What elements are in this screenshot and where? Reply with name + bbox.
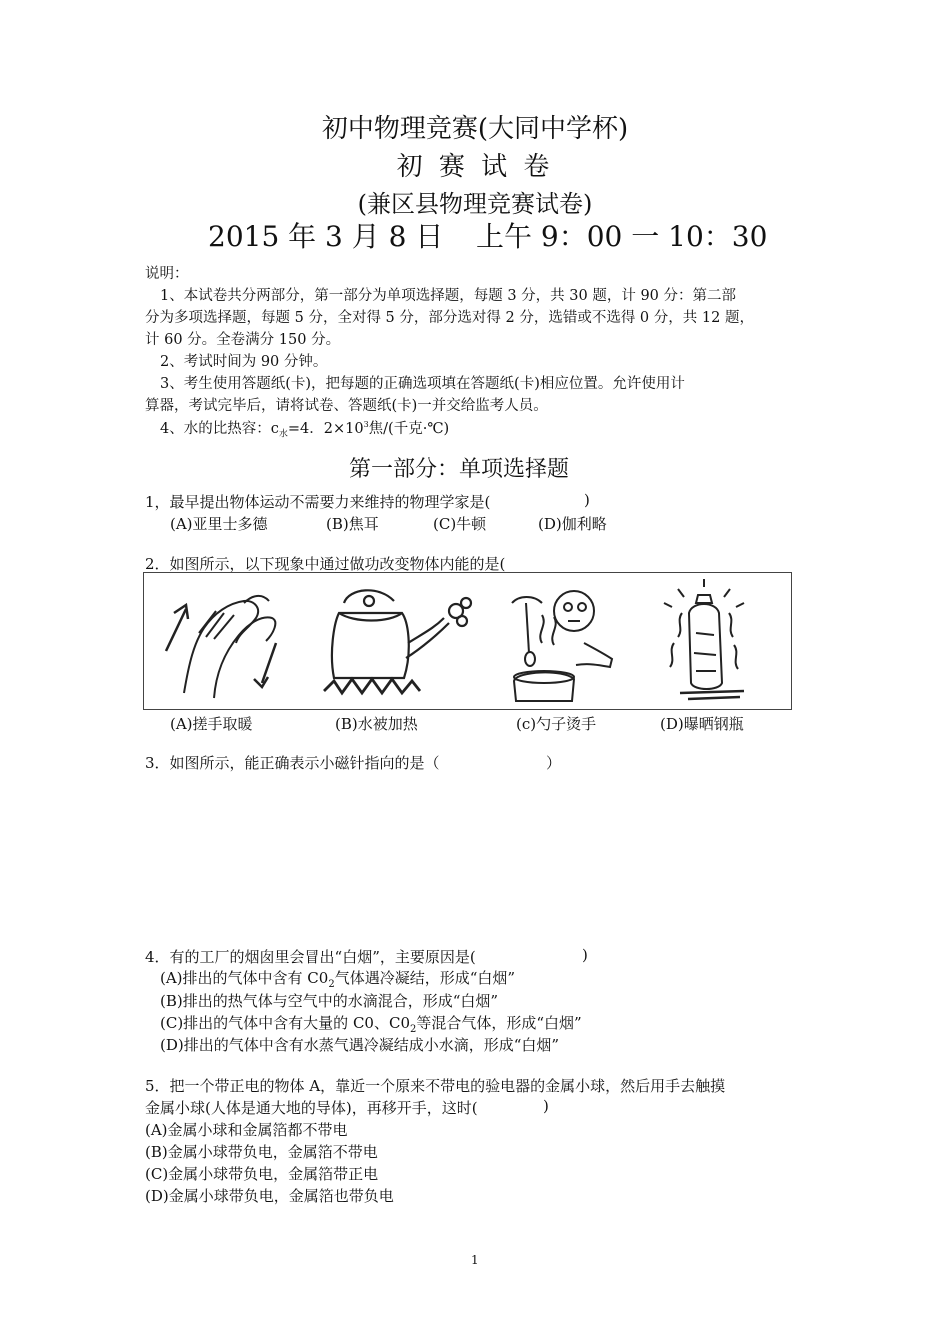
hot-spoon-drawing [512,591,612,701]
q1-close: ) [584,491,590,509]
exam-date: 2015 年 3 月 8 日 [208,220,444,253]
q4-stem: 4．有的工厂的烟囱里会冒出“白烟”，主要原因是( [145,948,476,966]
note-4 [160,414,449,446]
q3-stem: 3．如图所示，能正确表示小磁针指向的是（ [145,754,440,772]
q2-option-d: (D)曝晒钢瓶 [660,715,744,733]
note-4-c: 焦/(千克·℃) [368,420,450,437]
note-4-a: 4、水的比热容：c [160,420,279,437]
q4-option-d: (D)排出的气体中含有水蒸气遇冷凝结成小水滴，形成“白烟” [160,1036,560,1054]
exam-title: 初中物理竞赛(大同中学杯) [321,114,629,144]
q2-option-b: (B)水被加热 [335,715,418,733]
q4-option-a-part2: 气体遇冷凝结，形成“白烟” [334,969,516,987]
q1-option-c: (C)牛顿 [433,515,487,533]
q2-option-c: (c)勺子烫手 [516,715,597,733]
note-4-sub: 水 [278,429,288,440]
exam-scope: (兼区县物理竞赛试卷) [357,190,593,218]
q4-option-c [160,1012,582,1035]
q4-option-b: (B)排出的热气体与空气中的水滴混合，形成“白烟” [160,992,499,1010]
q4-close: ) [582,946,588,964]
q4-option-a-sub: 2 [328,979,335,990]
rubbing-hands-drawing [166,596,276,698]
note-1-line-1: 1、本试卷共分两部分，第一部分为单项选择题，每题 3 分，共 30 题，计 90 分：第二部 [160,288,737,304]
q5-close: ) [543,1097,549,1115]
q4-option-c-part2: 等混合气体，形成“白烟” [416,1014,582,1032]
q5-stem-line-2: 金属小球(人体是通大地的导体)，再移开手，这时( [145,1099,478,1117]
q5-option-a: (A)金属小球和金属箔都不带电 [145,1121,348,1139]
notes-heading: 说明： [145,266,189,282]
q3-close: ） [546,754,562,772]
kettle-drawing [324,590,471,693]
q4-option-a [160,967,515,990]
section-heading: 第一部分：单项选择题 [349,457,570,482]
q1-option-d: (D)伽利略 [538,515,607,533]
q5-option-b: (B)金属小球带负电，金属箔不带电 [145,1143,378,1161]
exam-subtitle: 初 赛 试 卷 [396,152,554,182]
q2-stem: 2．如图所示，以下现象中通过做功改变物体内能的是( [145,555,506,573]
page-number: 1 [471,1253,479,1267]
q2-option-a: (A)搓手取暖 [170,715,253,733]
q4-option-c-part1: (C)排出的气体中含有大量的 C0、C0 [160,1014,410,1032]
note-4-sup: 3 [363,420,369,429]
note-1-line-3: 计 60 分。全卷满分 150 分。 [145,332,341,348]
exam-time: 上午 9：00 一 10：30 [476,220,768,253]
note-3-line-2: 算器，考试完毕后，请将试卷、答题纸(卡)一并交给监考人员。 [145,398,548,414]
note-3-line-1: 3、考生使用答题纸(卡)，把每题的正确选项填在答题纸(卡)相应位置。允许使用计 [160,376,685,392]
q5-option-c: (C)金属小球带负电，金属箔带正电 [145,1165,379,1183]
note-4-b: =4．2×10 [287,420,364,437]
q4-option-c-sub: 2 [410,1024,417,1035]
q5-stem-line-1: 5．把一个带正电的物体 A，靠近一个原来不带电的验电器的金属小球，然后用手去触摸 [145,1077,726,1095]
q1-stem: 1，最早提出物体运动不需要力来维持的物理学家是( [145,493,491,511]
note-2: 2、考试时间为 90 分钟。 [160,354,328,370]
note-1-line-2: 分为多项选择题，每题 5 分，全对得 5 分，部分选对得 2 分，选错或不选得 0 分，共 12 题， [145,310,754,326]
steel-cylinder-drawing [664,579,744,699]
q2-illustrations [144,573,791,709]
q4-option-a-part1: (A)排出的气体中含有 C0 [160,969,329,987]
q2-figure [143,572,792,710]
q1-option-b: (B)焦耳 [326,515,379,533]
q1-option-a: (A)亚里士多德 [170,515,268,533]
q5-option-d: (D)金属小球带负电，金属箔也带负电 [145,1187,394,1205]
